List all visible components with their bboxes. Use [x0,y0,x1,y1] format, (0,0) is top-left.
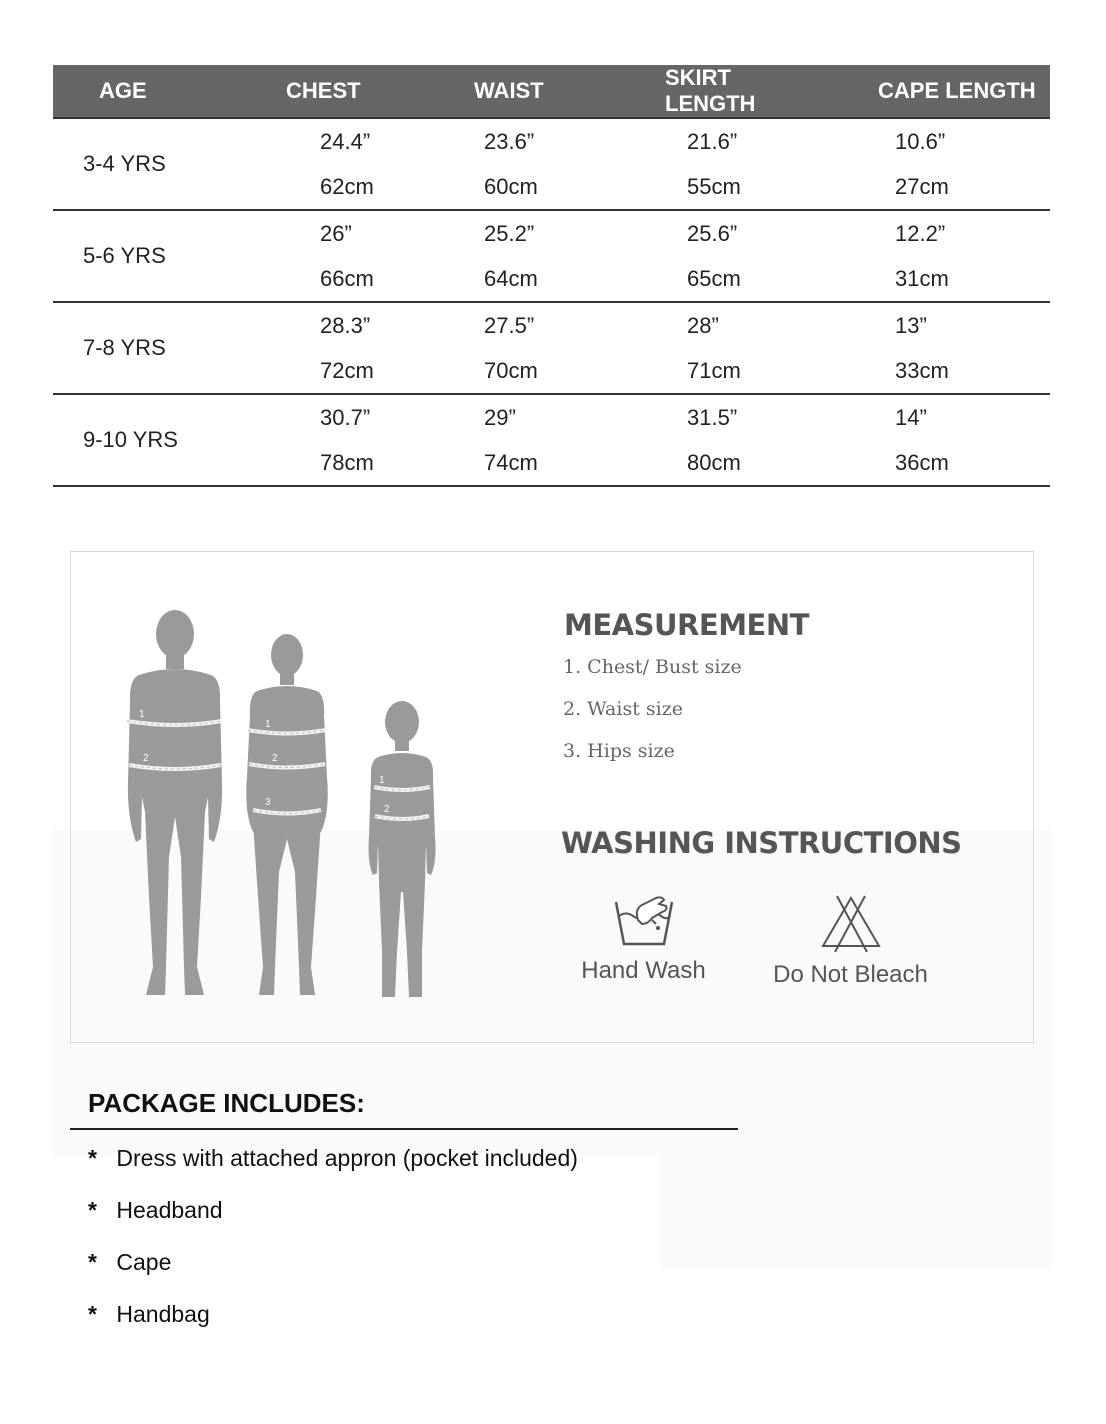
cape-cm-cell: 27cm [770,164,1050,210]
chest-inch-cell: 24.4” [320,128,371,154]
cape-inch-cell: 14” [895,404,927,430]
table-row [53,256,1050,302]
chest-inch-cell: 26” [320,220,352,246]
waist-cm-cell: 74cm [388,440,585,486]
skirt-cm-cell: 55cm [585,164,770,210]
do-not-bleach-item [763,894,938,989]
figure-mark: 2 [143,753,149,764]
cape-cm-cell: 36cm [770,440,1050,486]
list-item: 2. Waist size [563,698,683,720]
body-measurement-figures [89,607,461,1007]
column-header-chest: CHEST [203,65,388,118]
measurement-list [563,656,742,782]
age-cell: 5-6 YRS [53,210,203,302]
measurement-title: MEASUREMENT [564,608,809,642]
table-row [53,210,1050,256]
skirt-cm-cell: 71cm [585,348,770,394]
table-row [53,348,1050,394]
figure-mark: 1 [139,709,145,720]
chest-cm-cell: 62cm [203,164,388,210]
man-figure [128,610,222,995]
figure-mark: 3 [265,797,271,808]
waist-inch-cell: 25.2” [484,220,535,246]
package-item-text: Handbag [116,1301,210,1327]
hand-wash-icon [612,894,676,948]
chest-cm-cell: 72cm [203,348,388,394]
chest-cm-cell: 66cm [203,256,388,302]
cape-inch-cell: 12.2” [895,220,946,246]
cape-inch-cell: 10.6” [895,128,946,154]
hand-wash-item [571,894,716,985]
bullet: * [88,1249,97,1275]
background-panel [660,1150,1052,1270]
waist-inch-cell: 27.5” [484,312,535,338]
column-header-waist: WAIST [388,65,585,118]
table-row [53,440,1050,486]
bullet: * [88,1145,97,1171]
list-item [88,1196,578,1248]
table-row [53,394,1050,440]
skirt-inch-cell: 31.5” [687,404,738,430]
table-row [53,118,1050,164]
waist-inch-cell: 23.6” [484,128,535,154]
age-cell: 3-4 YRS [53,118,203,210]
list-item [88,1144,578,1196]
cape-inch-cell: 13” [895,312,927,338]
skirt-cm-cell: 65cm [585,256,770,302]
skirt-inch-cell: 28” [687,312,719,338]
figure-mark: 1 [379,775,385,786]
column-header-age: AGE [53,65,203,118]
hand-wash-label: Hand Wash [581,957,706,984]
table-row [53,302,1050,348]
package-list [88,1144,578,1352]
list-item [88,1300,578,1352]
skirt-inch-cell: 25.6” [687,220,738,246]
package-item-text: Headband [116,1197,223,1223]
cape-cm-cell: 33cm [770,348,1050,394]
do-not-bleach-icon [819,894,883,952]
package-includes-title: PACKAGE INCLUDES: [88,1088,365,1118]
table-row [53,164,1050,210]
column-header-cape-length: CAPE LENGTH [770,65,1050,118]
package-item-text: Cape [116,1249,172,1275]
list-item: 1. Chest/ Bust size [563,656,742,678]
chest-inch-cell: 30.7” [320,404,371,430]
chest-cm-cell: 78cm [203,440,388,486]
list-item: 3. Hips size [563,740,675,762]
size-chart-table [53,65,1050,487]
bullet: * [88,1197,97,1223]
do-not-bleach-label: Do Not Bleach [773,961,928,988]
washing-instructions-title: WASHING INSTRUCTIONS [561,826,962,860]
cape-cm-cell: 31cm [770,256,1050,302]
skirt-cm-cell: 80cm [585,440,770,486]
table-header-row [53,65,1050,118]
waist-cm-cell: 60cm [388,164,585,210]
divider [70,1128,738,1130]
bullet: * [88,1301,97,1327]
waist-inch-cell: 29” [484,404,516,430]
measurement-card [70,551,1034,1043]
list-item [88,1248,578,1300]
age-cell: 7-8 YRS [53,302,203,394]
waist-cm-cell: 64cm [388,256,585,302]
age-cell: 9-10 YRS [53,394,203,486]
figure-mark: 1 [265,719,271,730]
figure-mark: 2 [384,804,390,815]
waist-cm-cell: 70cm [388,348,585,394]
package-item-text: Dress with attached appron (pocket included) [116,1145,578,1171]
column-header-skirt-length: SKIRT LENGTH [585,65,770,118]
figure-mark: 2 [272,753,278,764]
skirt-inch-cell: 21.6” [687,128,738,154]
chest-inch-cell: 28.3” [320,312,371,338]
child-figure [369,701,436,997]
